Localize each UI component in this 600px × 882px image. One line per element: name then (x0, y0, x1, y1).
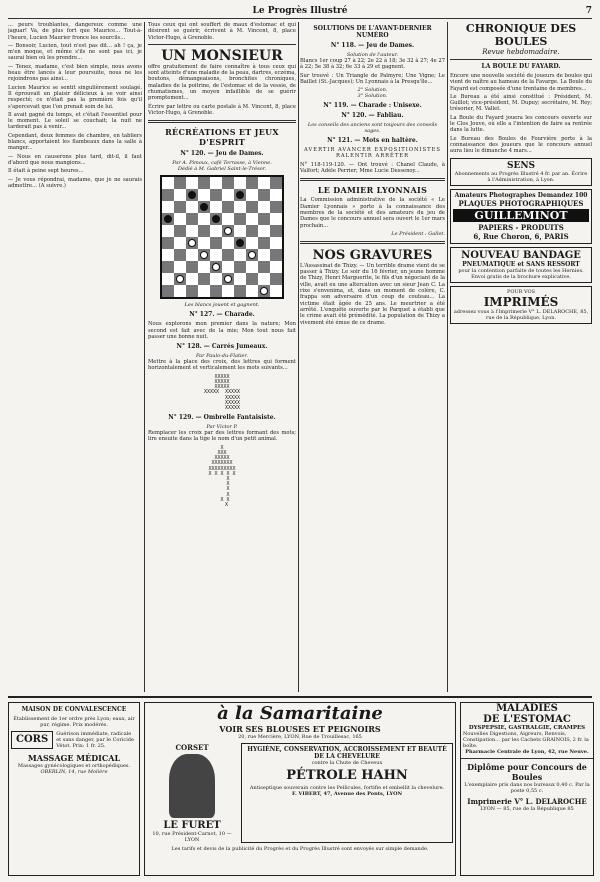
puzzle-129-text: Remplacer les croix par des lettres formant des mots; lire ensuite dans la tige le nom d'un petit animal. (148, 430, 296, 443)
solvers-list: N° 118-119-120. — Ont trouvé : Chanel Claude, à Valfort; Adèle Perrier; Mme Lucie Dessenoy... (300, 161, 445, 175)
story-paragraph: — Bonsoir, Lucien, tout n'est pas dit... ah ! ça, je m'en moque, et même s'ils ne sont pas ici, je saurai bien où les prendre... (8, 42, 142, 62)
gravures-title: NOS GRAVURES (312, 247, 433, 263)
board-square (246, 213, 258, 225)
story-paragraph: ... peurs troublantes, dangereux comme une jaguar! Va, de plus fort que Maurice... Tout-à-l'heure, Lucien Maurier fronce les sourcils... (8, 22, 142, 41)
petrole-hahn-ad (241, 743, 453, 843)
massage-title: MASSAGE MÉDICAL (27, 753, 121, 763)
feuilleton-column (8, 22, 142, 692)
puzzle-129-title: N° 129. — Ombrelle Fantaisiste. (168, 414, 276, 422)
story-paragraph: — Tenez, madame, c'est bien simple, nous avons beau être lancés à leur poursuite, nous ne les rejoindrons pas ainsi... (8, 63, 142, 83)
board-square (246, 273, 258, 285)
board-square (186, 249, 198, 261)
board-square (198, 249, 210, 261)
ad-plaques-brand: GUILLEMINOT (453, 209, 589, 222)
solution-118-sub: Solution de l'auteur. (346, 52, 399, 58)
board-square (270, 189, 282, 201)
gravures-text: L'Assassinat de Thizy. — Un terrible drame vient de se passer à Thizy. Le soir du 16 février, un jeune homme de Thizy, Henri Marguerite, le fils d'un négociant de la ville, avait eu une altercation avec un sieur Jean C. La rixe s'envenima, et, dans un moment de colère, C. frappa son adversaire d'un coup de couteau... La victime était âgée de 25 ans. Le meurtrier a été arrêté. L'enquête ouverte par le Parquet a établi que le crime avait été prémédité. La population de Thizy a vivement été émue de ce drame. (300, 262, 445, 326)
board-square (162, 177, 174, 189)
board-square (258, 285, 270, 297)
board-square (162, 201, 174, 213)
board-square (162, 189, 174, 201)
solution-120-moral: Les conseils des anciens sont toujours des conseils sages. (307, 122, 438, 135)
board-square (210, 273, 222, 285)
white-piece (200, 251, 208, 259)
board-square (234, 189, 246, 201)
solution-119-title: N° 119. — Charade : Unisexe. (323, 102, 422, 110)
corset-address: 10, rue Président-Carnot, 10 — LYON (152, 831, 232, 843)
puzzle-128-author: Par Paulo-du-Flatier. (196, 353, 248, 360)
board-square (234, 201, 246, 213)
board-square (174, 189, 186, 201)
umbrella-grid: X XXX XXXXX XXXXXXX XXXXXXXXX X X X X X X X X X X X X (208, 444, 236, 508)
divider (300, 241, 445, 244)
solution-120-title: N° 120. — Fabliau. (341, 112, 404, 120)
ad-imprimes-line1: POUR VOS (506, 288, 536, 295)
board-square (186, 213, 198, 225)
board-square (210, 249, 222, 261)
board-square (162, 249, 174, 261)
ad-bandage (450, 247, 592, 283)
board-square (258, 225, 270, 237)
column-divider (447, 22, 448, 692)
column-divider (144, 22, 145, 692)
white-piece (176, 275, 184, 283)
ad-monsieur-text: offre gratuitement de faire connaître à tous ceux qui sont atteints d'une maladie de la peau, dartres, eczéma, boutons, démangeaisons, bronchites chroniques, maladies de la poitrine, de l'estomac et de la vessie, de rhumatismes, un moyen infaillible de se guérir promptement... (148, 63, 296, 102)
board-square (222, 261, 234, 273)
board-square (222, 285, 234, 297)
board-square (270, 261, 282, 273)
board-square (246, 201, 258, 213)
ad-left-block (8, 702, 140, 876)
ad-monsieur-title: UN MONSIEUR (161, 47, 283, 64)
corset-brand: LE FURET (163, 820, 221, 831)
board-square (234, 237, 246, 249)
massage-text: Massages gynécologiques et orthopédiques. (17, 763, 131, 769)
board-square (162, 285, 174, 297)
hygiene-title: HYGIÈNE, CONSERVATION, ACCROISSEMENT ET BEAUTÉ DE LA CHEVELURE (247, 746, 447, 760)
story-paragraph: Lucien Maurice se sentit singulièrement soulagé. Il éprouvait un plaisir délicieux à se voir ainsi respecté; ce n'était pas la première fois qu'il s'apercevait que l'on prenait soin de lui. (8, 84, 142, 110)
board-square (258, 237, 270, 249)
board-square (234, 261, 246, 273)
board-square (174, 177, 186, 189)
board-square (186, 285, 198, 297)
board-square (210, 189, 222, 201)
board-square (186, 225, 198, 237)
white-piece (224, 227, 232, 235)
ad-imprimes (450, 286, 592, 324)
white-piece (188, 239, 196, 247)
puzzle-128-title: N° 128. — Carrés Jumeaux. (176, 343, 268, 351)
ad-sens (450, 158, 592, 186)
puzzle-120-dedication: Dédié à M. Gabriel Saint-le-Trésor. (177, 166, 267, 173)
board-square (198, 261, 210, 273)
story-paragraph: Cependant, deux femmes de chambre, en tabliers blancs, apportaient les flambeaux dans la salle à manger... (8, 132, 142, 152)
ad-monsieur-address: Écrire par lettre ou carte postale à M. Vincent, 8, place Victor-Hugo, à Grenoble. (148, 103, 296, 116)
board-square (234, 225, 246, 237)
solution-121-title: N° 121. — Mots en haltère. (327, 137, 418, 145)
board-square (258, 189, 270, 201)
ad-plaques-address: 6, Rue Choron, 6, PARIS (473, 231, 569, 241)
cors-text: Guérison immédiate, radicale et sans danger, par le Coricide Vétot. Prix: 1 fr. 25. (56, 731, 134, 749)
tarifs-notice: Les tarifs et devis de la publicité du Progrès et du Progrès Illustré sont envoyés sur simple demande. (171, 846, 429, 852)
board-square (246, 225, 258, 237)
pharmacie-address: Pharmacie Centrale de Lyon, 42, rue Neuve. (465, 749, 589, 755)
chronique-subtitle: Revue hebdomadaire. (482, 48, 560, 56)
board-square (258, 201, 270, 213)
solution-3-label: 3° Solution. (357, 93, 388, 100)
diplome-text: L'exemplaire pris dans nos bureaux 0,40 c. Par la poste 0,55 c. (464, 782, 590, 794)
board-square (186, 273, 198, 285)
board-square (246, 177, 258, 189)
board-square (222, 201, 234, 213)
board-square (198, 177, 210, 189)
ad-plaques (450, 189, 592, 244)
board-square (186, 237, 198, 249)
board-square (270, 225, 282, 237)
estomac-title: DE L'ESTOMAC (483, 714, 571, 725)
board-square (174, 261, 186, 273)
divider (148, 44, 296, 45)
board-square (270, 201, 282, 213)
column-divider (298, 22, 299, 692)
board-square (174, 285, 186, 297)
board-square (174, 273, 186, 285)
ad-imprimes-line2: adressez vous à l'Imprimerie V° L. DELAROCHE, 85, rue de la République, Lyon. (453, 308, 589, 321)
board-square (198, 189, 210, 201)
board-square (162, 261, 174, 273)
ad-plaques-line3: PAPIERS - PRODUITS (478, 222, 564, 232)
board-square (222, 213, 234, 225)
puzzle-120-title: N° 120. — Jeu de Dames. (180, 150, 264, 158)
massage-address: OBERLIN, 14, rue Molière (40, 769, 108, 775)
story-paragraph: Il avait gagné du temps, et c'était l'essentiel pour le moment. Le soleil se couchait; la nuit ne tarderait pas à venir... (8, 111, 142, 131)
board-square (162, 213, 174, 225)
puzzle-127-title: N° 127. — Charade. (189, 311, 255, 319)
recreations-column (148, 22, 296, 692)
ad-sens-text: Abonnements au Progrès Illustré 4 fr. par an. Écrire à l'Administration, à Lyon. (454, 170, 588, 183)
solution-121-words: AVERTIR AVANCER EXPOSITIONISTES RALENTIR ARRÊTER (304, 147, 441, 160)
ad-sens-title: SENS (506, 160, 536, 171)
ad-center-row (145, 743, 455, 843)
board-square (198, 213, 210, 225)
hygiene-address: F. VIBERT, 47, Avenue des Ponts, LYON (291, 791, 403, 797)
board-square (210, 177, 222, 189)
board-square (174, 201, 186, 213)
board-square (186, 177, 198, 189)
damier-text: La Commission administrative de la société « Le Damier Lyonnais » porte à la connaissance des membres de la société et des amateurs du jeu de Dames que le concours annuel sera ouvert le 1er mars prochain... (300, 197, 445, 229)
ad-bandage-sub: PNEUMATIQUE et SANS RESSORT (462, 260, 580, 268)
board-square (258, 249, 270, 261)
corset-ad (147, 743, 237, 843)
board-square (222, 273, 234, 285)
damier-signature: Le Président : Gallet. (391, 230, 445, 237)
board-square (174, 225, 186, 237)
hygiene-sub: contre la Chute de Cheveux (311, 760, 383, 766)
story-paragraph: — Nous en causerons plus tard, dit-il, il faut d'abord que nous mangions... (8, 153, 142, 166)
board-square (222, 177, 234, 189)
ad-plaques-line2: PLAQUES PHOTOGRAPHIQUES (458, 198, 584, 208)
board-square (246, 261, 258, 273)
boules-paragraph: Encore une nouvelle société de joueurs de boules qui vient de naître au hameau de la Favarge. La Boule du Fayard est composée d'une trentaine de membres... (450, 73, 592, 92)
board-square (234, 249, 246, 261)
diplome-title: Diplôme pour Concours de Boules (467, 762, 587, 782)
board-square (234, 285, 246, 297)
board-square (234, 213, 246, 225)
estomac-text: Nouvelles Digestions, Aigreurs, Renvois, Constipation... par les Cachets GRAINOIS, 2 fr. la boîte. (463, 731, 589, 749)
board-square (186, 189, 198, 201)
ad-bandage-text: pour la contention parfaite de toutes les Hernies. Envoi gratis de la brochure explicative. (458, 267, 584, 280)
board-square (162, 237, 174, 249)
ad-imprimes-title: IMPRIMÉS (483, 294, 559, 309)
ad-bandage-title: NOUVEAU BANDAGE (461, 249, 581, 261)
puzzle-128-text: Mettre à la place des croix, des lettres qui forment horizontalement et verticalement les mots suivants... (148, 359, 296, 372)
boules-column (450, 22, 592, 692)
black-piece (212, 215, 220, 223)
board-square (198, 201, 210, 213)
white-piece (212, 263, 220, 271)
board-square (270, 249, 282, 261)
damier-title: LE DAMIER LYONNAIS (317, 185, 428, 196)
petrole-hahn-brand: PÉTROLE HAHN (286, 768, 408, 783)
board-square (246, 237, 258, 249)
board-square (174, 213, 186, 225)
cors-row (11, 731, 137, 749)
corset-line1: CORSET (175, 743, 209, 752)
white-piece (248, 251, 256, 259)
board-square (198, 237, 210, 249)
board-square (246, 285, 258, 297)
board-square (258, 261, 270, 273)
white-piece (224, 275, 232, 283)
divider (148, 120, 296, 123)
board-square (270, 273, 282, 285)
solution-2-label: 2° Solution. (357, 87, 388, 94)
puzzle-129-author: Par Victor P. (206, 424, 238, 431)
board-square (270, 177, 282, 189)
hygiene-text: Antiseptique souverain contre les Pellicules, fortifie et embellit la chevelure. (249, 785, 445, 791)
convalescence-text: Établissement de 1er ordre près Lyon; eaux, air pur, régime. Prix modérés. (13, 716, 135, 728)
board-square (270, 237, 282, 249)
board-square (210, 225, 222, 237)
board-square (258, 213, 270, 225)
black-piece (188, 191, 196, 199)
white-piece (260, 287, 268, 295)
letter-grid: XXXXX XXXXX XXXXX XXXXX XXXXX XXXXX XXXXX XXXXX (203, 373, 241, 411)
imprimerie-name: Imprimerie V° L. DELAROCHE (467, 797, 587, 806)
checkers-board (160, 175, 284, 299)
puzzle-120-author: Par A. Pimoux, café Terrasse, à Vienne. (172, 160, 272, 167)
notice-text: Tous ceux qui ont souffert de maux d'estomac et qui désirent se guérir, écrivent à M. Vincent, 8, place Victor-Hugo, à Grenoble. (148, 22, 296, 41)
board-square (222, 249, 234, 261)
black-piece (164, 215, 172, 223)
board-square (270, 213, 282, 225)
story-paragraph: Il était à peine sept heures... (8, 168, 84, 175)
cors-stamp: CORS (11, 731, 53, 749)
divider (300, 178, 445, 181)
black-piece (236, 239, 244, 247)
board-square (210, 261, 222, 273)
boules-paragraph: La Boule du Fayard jouera les concours ouverts sur le Clos Jouve, où elle a l'intention de faire sa rentrée dans la lutte. (450, 114, 592, 134)
ad-center-block (144, 702, 456, 876)
board-square (186, 201, 198, 213)
board-square (222, 225, 234, 237)
imprimerie-address: LYON — 85, rue de la République 85 (480, 806, 574, 812)
board-square (186, 261, 198, 273)
story-paragraph: — Je vous répondrai, madame, que je ne saurais admettre... (A suivre.) (8, 176, 142, 189)
divider (461, 758, 593, 759)
board-square (258, 177, 270, 189)
board-square (210, 213, 222, 225)
board-square (174, 237, 186, 249)
board-square (234, 177, 246, 189)
puzzle-127-text: Nous explorons mon premier dans la nature; Mon second est fait avec de la mie; Mon tout nous fait passer une bonne nuit. (148, 321, 296, 340)
dyspepsie-line: DYSPEPSIE, GASTRALGIE, CRAMPES (468, 725, 586, 731)
board-square (234, 273, 246, 285)
divider (450, 59, 592, 60)
board-square (246, 249, 258, 261)
black-piece (200, 203, 208, 211)
ad-right-block (460, 702, 594, 876)
board-square (210, 285, 222, 297)
page-number: 7 (585, 6, 592, 16)
board-square (222, 237, 234, 249)
ad-plaques-line1: Amateurs Photographes Demandez 100 (454, 191, 588, 199)
samaritaine-title: à la Samaritaine (217, 703, 383, 724)
ads-band (8, 696, 592, 878)
maladies-title: MALADIES (496, 703, 558, 714)
solutions-column (300, 22, 445, 692)
solutions-header: SOLUTIONS DE L'AVANT-DERNIER NUMÉRO (313, 25, 432, 39)
board-square (210, 237, 222, 249)
board-square (198, 225, 210, 237)
samaritaine-sub: VOIR SES BLOUSES ET PEIGNOIRS (219, 724, 381, 734)
samaritaine-address: 20, rue Mercière, LYON, Rue de Trouillesac, 165 (238, 734, 362, 740)
solution-118-title: N° 118. — Jeu de Dames. (330, 42, 415, 49)
board-square (210, 201, 222, 213)
section-title: RÉCRÉATIONS ET JEUX D'ESPRIT (165, 127, 279, 148)
board-square (174, 249, 186, 261)
board-caption: Les blancs jouent et gagnent. (184, 302, 260, 309)
board-square (258, 273, 270, 285)
boules-section: LA BOULE DU FAYARD. (481, 63, 561, 70)
board-square (162, 225, 174, 237)
convalescence-title: MAISON DE CONVALESCENCE (21, 706, 127, 713)
masthead (8, 4, 592, 19)
corset-illustration (169, 754, 215, 818)
board-square (198, 273, 210, 285)
board-square (198, 285, 210, 297)
solution-text: Sur trouvé : Un Triangle de Palmyre; Une Vigne; Le Baillet (St.-Jacques); Un Lyonnais à la Presqu'île... (300, 72, 445, 85)
masthead-title: Le Progrès Illustré (252, 6, 348, 16)
board-square (270, 285, 282, 297)
black-piece (236, 191, 244, 199)
board-square (162, 273, 174, 285)
board-square (222, 189, 234, 201)
boules-paragraph: Le Bureau a été ainsi constitué : Président, M. Guillot; vice-président, M. Dupuy; secrétaire, M. Rey; trésorier, M. Vallet. (450, 93, 592, 113)
chronique-title: CHRONIQUE DES BOULES (465, 22, 577, 48)
boules-paragraph: Le Bureau des Boules de Fourvière porte à la connaissance des joueurs que le concours annuel aura lieu le dimanche 4 mars... (450, 135, 592, 155)
solution-118-moves: Blancs 1er coup 27 à 22; 2e 22 à 18; 3e 32 à 27; 4e 27 à 22; 5e 38 à 32; 6e 33 à 29 et gagnent. (300, 58, 445, 71)
board-square (246, 189, 258, 201)
